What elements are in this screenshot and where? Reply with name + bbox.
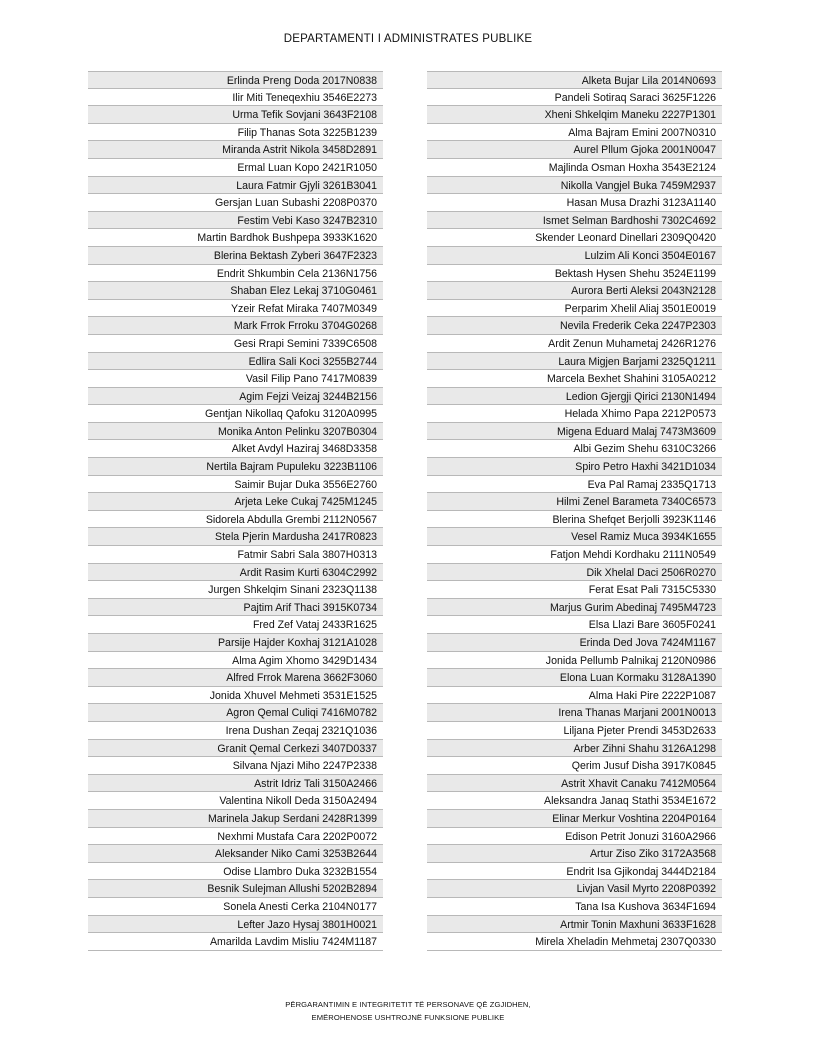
list-item: Dik Xhelal Daci 2506R0270 <box>427 564 722 582</box>
list-item: Blerina Shefqet Berjolli 3923K1146 <box>427 511 722 529</box>
list-item: Blerina Bektash Zyberi 3647F2323 <box>88 247 383 265</box>
list-item: Valentina Nikoll Deda 3150A2494 <box>88 792 383 810</box>
list-item: Ardit Zenun Muhametaj 2426R1276 <box>427 335 722 353</box>
list-item: Astrit Xhavit Canaku 7412M0564 <box>427 775 722 793</box>
list-item: Vasil Filip Pano 7417M0839 <box>88 370 383 388</box>
list-item: Edison Petrit Jonuzi 3160A2966 <box>427 828 722 846</box>
list-item: Ardit Rasim Kurti 6304C2992 <box>88 564 383 582</box>
list-item: Aleksandra Janaq Stathi 3534E1672 <box>427 792 722 810</box>
list-item: Besnik Sulejman Allushi 5202B2894 <box>88 880 383 898</box>
list-item: Irena Dushan Zeqaj 2321Q1036 <box>88 722 383 740</box>
list-item: Endrit Isa Gjikondaj 3444D2184 <box>427 863 722 881</box>
list-item: Sidorela Abdulla Grembi 2112N0567 <box>88 511 383 529</box>
list-item: Fatmir Sabri Sala 3807H0313 <box>88 546 383 564</box>
list-item: Elsa Llazi Bare 3605F0241 <box>427 616 722 634</box>
list-item: Arjeta Leke Cukaj 7425M1245 <box>88 493 383 511</box>
list-item: Ismet Selman Bardhoshi 7302C4692 <box>427 212 722 230</box>
list-item: Arber Zihni Shahu 3126A1298 <box>427 740 722 758</box>
list-item: Amarilda Lavdim Misliu 7424M1187 <box>88 933 383 951</box>
list-item: Eva Pal Ramaj 2335Q1713 <box>427 476 722 494</box>
footer-line-1: PËRGARANTIMIN E INTEGRITETIT TË PERSONAVE QË ZGJIDHEN, <box>285 1000 531 1009</box>
list-item: Skender Leonard Dinellari 2309Q0420 <box>427 229 722 247</box>
list-item: Majlinda Osman Hoxha 3543E2124 <box>427 159 722 177</box>
list-item: Aurel Pllum Gjoka 2001N0047 <box>427 141 722 159</box>
list-item: Alketa Bujar Lila 2014N0693 <box>427 71 722 89</box>
list-item: Fatjon Mehdi Kordhaku 2111N0549 <box>427 546 722 564</box>
list-item: Erlinda Preng Doda 2017N0838 <box>88 71 383 89</box>
list-item: Nexhmi Mustafa Cara 2202P0072 <box>88 828 383 846</box>
list-item: Pajtim Arif Thaci 3915K0734 <box>88 599 383 617</box>
list-item: Alma Haki Pire 2222P1087 <box>427 687 722 705</box>
list-item: Perparim Xhelil Aliaj 3501E0019 <box>427 300 722 318</box>
list-item: Alket Avdyl Haziraj 3468D3358 <box>88 440 383 458</box>
list-item: Astrit Idriz Tali 3150A2466 <box>88 775 383 793</box>
list-item: Artmir Tonin Maxhuni 3633F1628 <box>427 916 722 934</box>
list-item: Aleksander Niko Cami 3253B2644 <box>88 845 383 863</box>
footer-line-2: EMËROHENOSE USHTROJNË FUNKSIONE PUBLIKE <box>311 1013 505 1022</box>
list-item: Endrit Shkumbin Cela 2136N1756 <box>88 265 383 283</box>
list-item: Laura Fatmir Gjyli 3261B3041 <box>88 177 383 195</box>
list-item: Nevila Frederik Ceka 2247P2303 <box>427 317 722 335</box>
list-item: Stela Pjerin Mardusha 2417R0823 <box>88 528 383 546</box>
list-item: Mark Frrok Frroku 3704G0268 <box>88 317 383 335</box>
list-item: Tana Isa Kushova 3634F1694 <box>427 898 722 916</box>
list-item: Marinela Jakup Serdani 2428R1399 <box>88 810 383 828</box>
list-item: Erinda Ded Jova 7424M1167 <box>427 634 722 652</box>
list-item: Agim Fejzi Veizaj 3244B2156 <box>88 388 383 406</box>
list-item: Jonida Pellumb Palnikaj 2120N0986 <box>427 652 722 670</box>
list-item: Migena Eduard Malaj 7473M3609 <box>427 423 722 441</box>
list-item: Gesi Rrapi Semini 7339C6508 <box>88 335 383 353</box>
list-item: Sonela Anesti Cerka 2104N0177 <box>88 898 383 916</box>
list-item: Hasan Musa Drazhi 3123A1140 <box>427 194 722 212</box>
list-item: Marcela Bexhet Shahini 3105A0212 <box>427 370 722 388</box>
list-item: Ferat Esat Pali 7315C5330 <box>427 581 722 599</box>
list-item: Elinar Merkur Voshtina 2204P0164 <box>427 810 722 828</box>
list-item: Ledion Gjergji Qirici 2130N1494 <box>427 388 722 406</box>
list-item: Filip Thanas Sota 3225B1239 <box>88 124 383 142</box>
list-item: Silvana Njazi Miho 2247P2338 <box>88 757 383 775</box>
list-item: Edlira Sali Koci 3255B2744 <box>88 353 383 371</box>
list-item: Hilmi Zenel Barameta 7340C6573 <box>427 493 722 511</box>
list-item: Saimir Bujar Duka 3556E2760 <box>88 476 383 494</box>
list-item: Festim Vebi Kaso 3247B2310 <box>88 212 383 230</box>
list-item: Miranda Astrit Nikola 3458D2891 <box>88 141 383 159</box>
list-item: Monika Anton Pelinku 3207B0304 <box>88 423 383 441</box>
list-item: Marjus Gurim Abedinaj 7495M4723 <box>427 599 722 617</box>
list-item: Spiro Petro Haxhi 3421D1034 <box>427 458 722 476</box>
list-item: Alfred Frrok Marena 3662F3060 <box>88 669 383 687</box>
list-item: Pandeli Sotiraq Saraci 3625F1226 <box>427 89 722 107</box>
list-item: Bektash Hysen Shehu 3524E1199 <box>427 265 722 283</box>
list-item: Irena Thanas Marjani 2001N0013 <box>427 704 722 722</box>
list-item: Odise Llambro Duka 3232B1554 <box>88 863 383 881</box>
list-item: Laura Migjen Barjami 2325Q1211 <box>427 353 722 371</box>
list-item: Lefter Jazo Hysaj 3801H0021 <box>88 916 383 934</box>
list-item: Aurora Berti Aleksi 2043N2128 <box>427 282 722 300</box>
list-item: Gentjan Nikollaq Qafoku 3120A0995 <box>88 405 383 423</box>
list-item: Gersjan Luan Subashi 2208P0370 <box>88 194 383 212</box>
list-item: Ermal Luan Kopo 2421R1050 <box>88 159 383 177</box>
list-item: Jurgen Shkelqim Sinani 2323Q1138 <box>88 581 383 599</box>
list-item: Alma Agim Xhomo 3429D1434 <box>88 652 383 670</box>
list-item: Shaban Elez Lekaj 3710G0461 <box>88 282 383 300</box>
list-item: Nertila Bajram Pupuleku 3223B1106 <box>88 458 383 476</box>
page-footer <box>0 998 816 1024</box>
left-name-list <box>88 71 383 951</box>
list-item: Ilir Miti Teneqexhiu 3546E2273 <box>88 89 383 107</box>
list-item: Martin Bardhok Bushpepa 3933K1620 <box>88 229 383 247</box>
list-item: Artur Ziso Ziko 3172A3568 <box>427 845 722 863</box>
list-item: Agron Qemal Culiqi 7416M0782 <box>88 704 383 722</box>
list-item: Granit Qemal Cerkezi 3407D0337 <box>88 740 383 758</box>
list-item: Elona Luan Kormaku 3128A1390 <box>427 669 722 687</box>
right-name-list <box>427 71 722 951</box>
list-item: Qerim Jusuf Disha 3917K0845 <box>427 757 722 775</box>
list-item: Lulzim Ali Konci 3504E0167 <box>427 247 722 265</box>
page-title: DEPARTAMENTI I ADMINISTRATES PUBLIKE <box>283 33 533 45</box>
list-item: Fred Zef Vataj 2433R1625 <box>88 616 383 634</box>
list-item: Yzeir Refat Miraka 7407M0349 <box>88 300 383 318</box>
list-item: Albi Gezim Shehu 6310C3266 <box>427 440 722 458</box>
list-item: Nikolla Vangjel Buka 7459M2937 <box>427 177 722 195</box>
list-item: Jonida Xhuvel Mehmeti 3531E1525 <box>88 687 383 705</box>
list-item: Mirela Xheladin Mehmetaj 2307Q0330 <box>427 933 722 951</box>
list-item: Parsije Hajder Koxhaj 3121A1028 <box>88 634 383 652</box>
list-item: Alma Bajram Emini 2007N0310 <box>427 124 722 142</box>
list-item: Helada Xhimo Papa 2212P0573 <box>427 405 722 423</box>
list-item: Urma Tefik Sovjani 3643F2108 <box>88 106 383 124</box>
list-item: Vesel Ramiz Muca 3934K1655 <box>427 528 722 546</box>
list-item: Livjan Vasil Myrto 2208P0392 <box>427 880 722 898</box>
list-item: Liljana Pjeter Prendi 3453D2633 <box>427 722 722 740</box>
list-item: Xheni Shkelqim Maneku 2227P1301 <box>427 106 722 124</box>
